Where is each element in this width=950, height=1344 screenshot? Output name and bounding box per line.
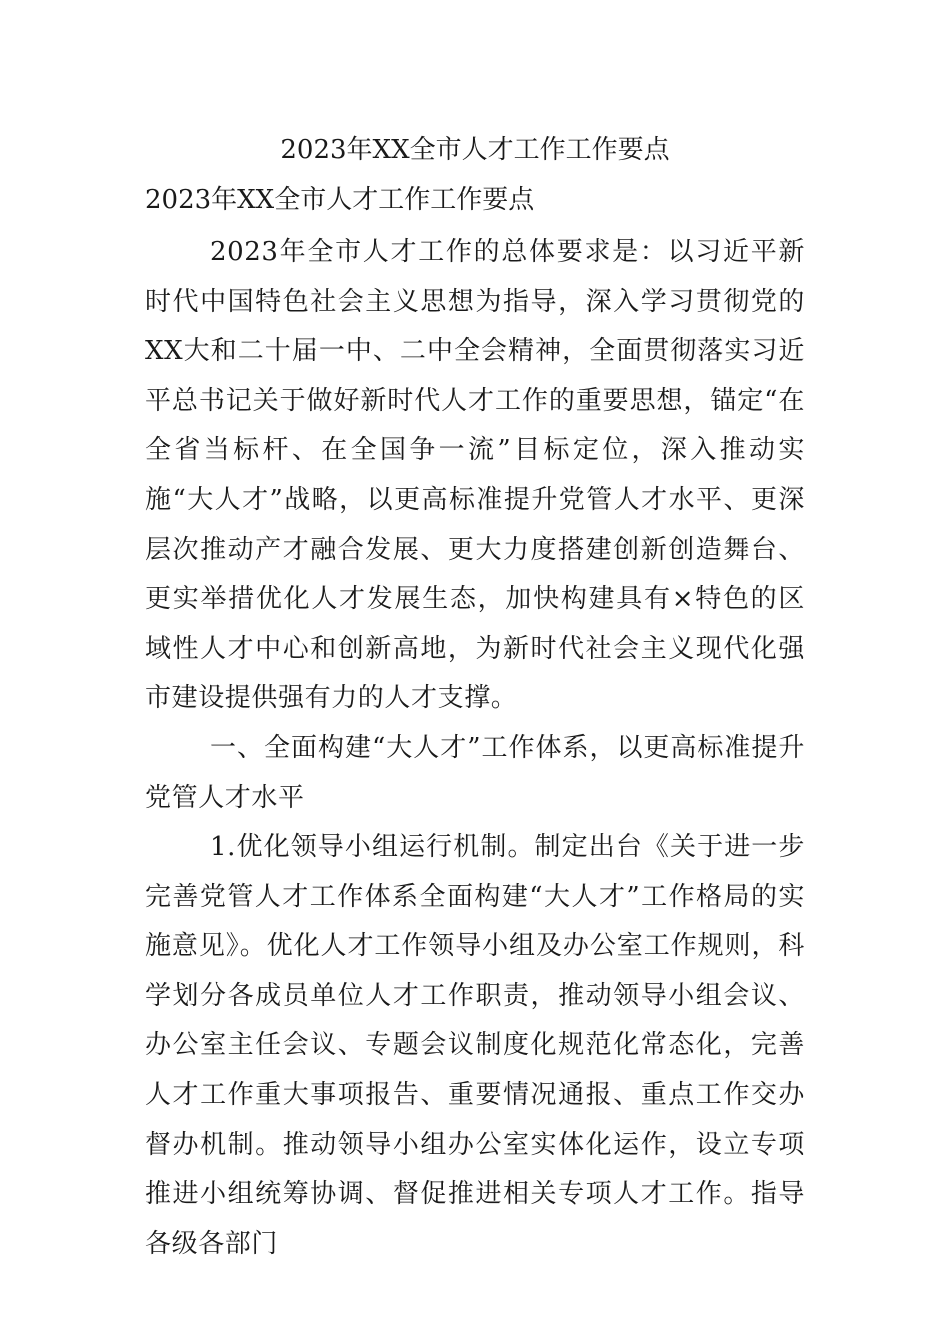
document-title: 2023年XX全市人才工作工作要点: [280, 135, 670, 165]
section-item-paragraph: 1.优化领导小组运行机制。制定出台《关于进一步完善党管人才工作体系全面构建“大人才”工作格局的实施意见》。优化人才工作领导小组及办公室工作规则，科学划分各成员单位人才工作职责，推动领导小组会议、办公室主任会议、专题会议制度化规范化常态化，完善人才工作重大事项报告、重要情况通报、重点工作交办督办机制。推动领导小组办公室实体化运作，设立专项推进小组统筹协调、督促推进相关专项人才工作。指导各级各部门: [145, 832, 805, 1259]
intro-paragraph: 2023年全市人才工作的总体要求是：以习近平新时代中国特色社会主义思想为指导，深入学习贯彻党的XX大和二十届一中、二中全会精神，全面贯彻落实习近平总书记关于做好新时代人才工作的重要思想，锚定“在全省当标杆、在全国争一流”目标定位，深入推动实施“大人才”战略，以更高标准提升党管人才水平、更深层次推动产才融合发展、更大力度搭建创新创造舞台、更实举措优化人才发展生态，加快构建具有×特色的区域性人才中心和创新高地，为新时代社会主义现代化强市建设提供强有力的人才支撑。: [145, 237, 805, 714]
section-heading: 一、全面构建“大人才”工作体系，以更高标准提升党管人才水平: [145, 733, 805, 813]
document-subtitle: 2023年XX全市人才工作工作要点: [145, 185, 535, 215]
